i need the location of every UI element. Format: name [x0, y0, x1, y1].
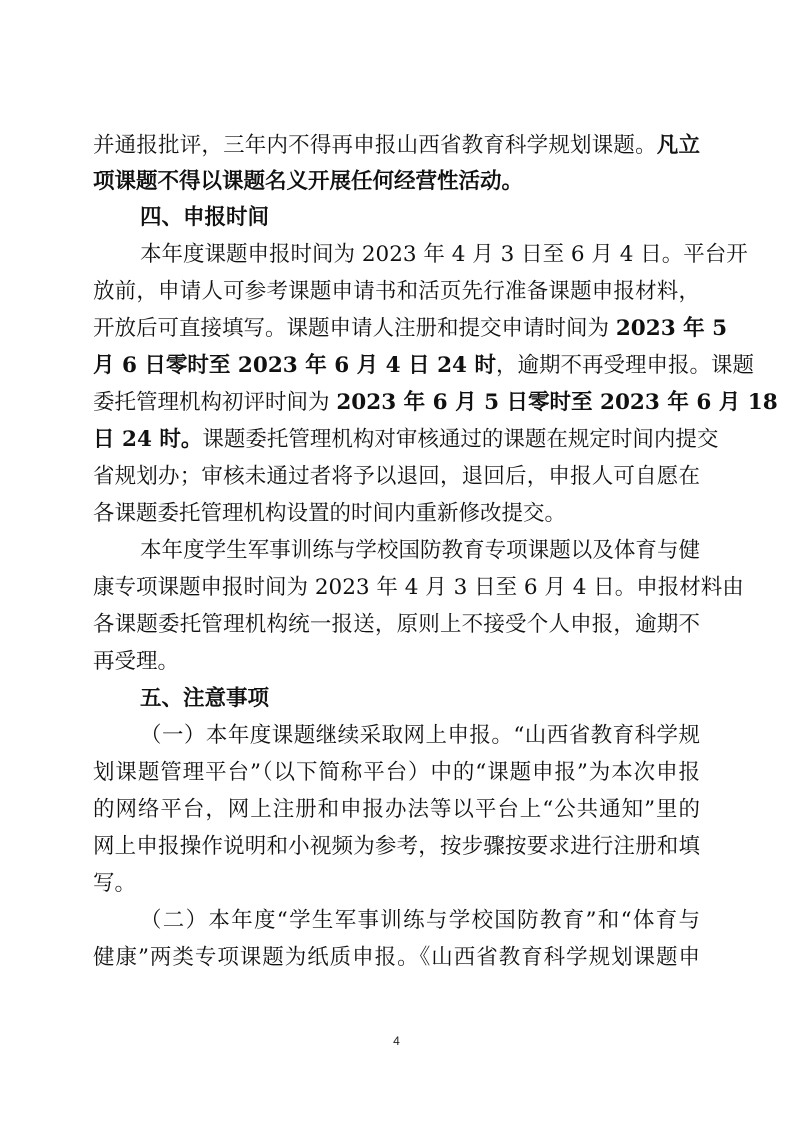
- text-line: 委托管理机构初评时间为 2023 年 6 月 5 日零时至 2023 年 6 月 18: [93, 390, 778, 415]
- text-line: 日 24 时。课题委托管理机构对审核通过的课题在规定时间内提交: [93, 427, 719, 452]
- section-heading-notes: 五、注意事项: [140, 686, 270, 711]
- text-line: 再受理。: [93, 649, 180, 674]
- text-line: 并通报批评，三年内不得再申报山西省教育科学规划课题。凡立: [93, 133, 700, 158]
- text-line: 开放后可直接填写。课题申请人注册和提交申请时间为 2023 年 5: [93, 316, 728, 341]
- text-line: 月 6 日零时至 2023 年 6 月 4 日 24 时，逾期不再受理申报。课题: [93, 353, 755, 378]
- text-line: 本年度课题申报时间为 2023 年 4 月 3 日至 6 月 4 日。平台开: [140, 242, 748, 267]
- text-line: 网上申报操作说明和小视频为参考，按步骤按要求进行注册和填: [93, 834, 700, 859]
- text-line: 写。: [93, 871, 137, 896]
- text-line: 健康”两类专项课题为纸质申报。《山西省教育科学规划课题申: [93, 945, 700, 970]
- text-line: （一）本年度课题继续采取网上申报。“山西省教育科学规: [140, 723, 700, 748]
- text-line: （二）本年度“学生军事训练与学校国防教育”和“体育与: [140, 908, 700, 933]
- text-line: 康专项课题申报时间为 2023 年 4 月 3 日至 6 月 4 日。申报材料由: [93, 575, 744, 600]
- text-line: 各课题委托管理机构统一报送，原则上不接受个人申报，逾期不: [93, 612, 700, 637]
- text-line: 本年度学生军事训练与学校国防教育专项课题以及体育与健: [140, 538, 700, 563]
- text-line: 省规划办；审核未通过者将予以退回，退回后，申报人可自愿在: [93, 464, 700, 489]
- text-line: 各课题委托管理机构设置的时间内重新修改提交。: [93, 501, 567, 526]
- text-line: 放前，申请人可参考课题申请书和活页先行准备课题申报材料，: [93, 279, 700, 304]
- text-line: 项课题不得以课题名义开展任何经营性活动。: [93, 169, 524, 194]
- text-line: 的网络平台，网上注册和申报办法等以平台上“公共通知”里的: [93, 797, 700, 822]
- page-number: 4: [393, 1034, 400, 1048]
- section-heading-schedule: 四、申报时间: [140, 205, 270, 230]
- text-line: 划课题管理平台”（以下简称平台）中的“课题申报”为本次申报: [93, 760, 700, 785]
